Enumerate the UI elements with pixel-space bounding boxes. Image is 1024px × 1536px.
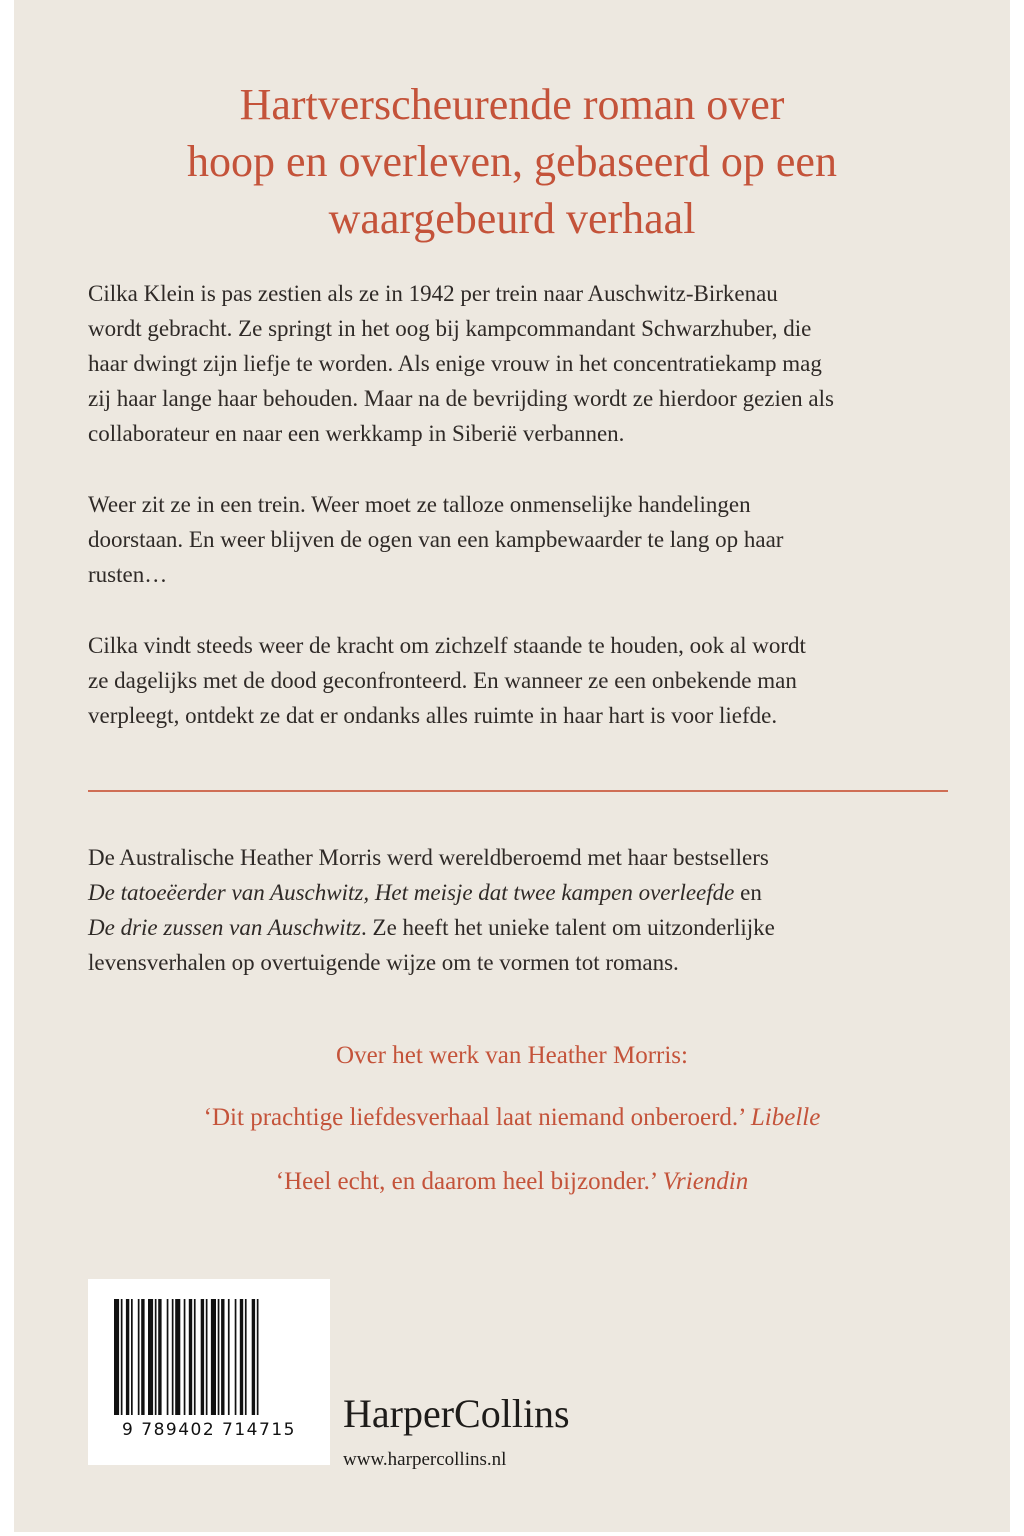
barcode-bar bbox=[121, 1299, 123, 1415]
barcode-bar bbox=[155, 1299, 157, 1415]
text-fragment: . Ze heeft het unieke talent om uitzonderlijke bbox=[361, 915, 775, 940]
barcode-bar bbox=[245, 1299, 247, 1415]
section-divider bbox=[88, 790, 948, 792]
synopsis-paragraph-1 bbox=[88, 276, 968, 451]
headline-line: hoop en overleven, gebaseerd op een bbox=[187, 137, 837, 186]
text-line: haar dwingt zijn liefje te worden. Als enige vrouw in het concentratiekamp mag bbox=[88, 351, 822, 376]
publisher-logo: HarperCollins bbox=[343, 1391, 570, 1436]
barcode-bar bbox=[211, 1299, 216, 1415]
back-cover bbox=[14, 0, 1010, 1532]
text-line: Weer zit ze in een trein. Weer moet ze talloze onmenselijke handelingen bbox=[88, 492, 751, 517]
text-line: collaborateur en naar een werkkamp in Siberië verbannen. bbox=[88, 421, 625, 446]
praise-heading: Over het werk van Heather Morris: bbox=[336, 1042, 688, 1069]
barcode-bar bbox=[141, 1299, 144, 1415]
isbn-number: 9 789402 714715 bbox=[122, 1420, 296, 1440]
synopsis-paragraph-3 bbox=[88, 628, 968, 733]
barcode-bar bbox=[158, 1299, 161, 1415]
quote-source: Vriendin bbox=[662, 1168, 749, 1195]
text-line: wordt gebracht. Ze springt in het oog bij kampcommandant Schwarzhuber, die bbox=[88, 316, 812, 341]
barcode-bar bbox=[114, 1299, 119, 1415]
barcode-bar bbox=[257, 1299, 259, 1415]
conjunction: en bbox=[734, 880, 762, 905]
barcode-bar bbox=[201, 1299, 204, 1415]
barcode-bar bbox=[131, 1299, 133, 1415]
barcode-bar bbox=[240, 1299, 243, 1415]
quote-source: Libelle bbox=[750, 1104, 821, 1131]
headline-line: Hartverscheurende roman over bbox=[239, 80, 785, 129]
barcode-bar bbox=[189, 1299, 192, 1415]
praise-quote bbox=[14, 1168, 1010, 1196]
quote-text: ‘Heel echt, en daarom heel bijzonder.’ bbox=[275, 1168, 657, 1195]
text-line: levensverhalen op overtuigende wijze om te vormen tot romans. bbox=[88, 950, 679, 975]
text-line: Cilka vindt steeds weer de kracht om zichzelf staande te houden, ook al wordt bbox=[88, 633, 806, 658]
barcode-bar bbox=[194, 1299, 196, 1415]
barcode-bar bbox=[218, 1299, 220, 1415]
barcode-bar bbox=[126, 1299, 129, 1415]
text-line: doorstaan. En weer blijven de ogen van een kampbewaarder te lang op haar bbox=[88, 527, 784, 552]
cover-headline bbox=[14, 76, 1010, 247]
book-title: De drie zussen van Auschwitz bbox=[88, 915, 362, 940]
text-line: De Australische Heather Morris werd wereldberoemd met haar bestsellers bbox=[88, 845, 769, 870]
barcode-bars bbox=[114, 1299, 304, 1415]
praise-quote bbox=[14, 1104, 1010, 1132]
barcode-bar bbox=[235, 1299, 237, 1415]
book-title: Het meisje dat twee kampen overleefde bbox=[374, 880, 735, 905]
barcode-bar bbox=[184, 1299, 186, 1415]
barcode-bar bbox=[172, 1299, 174, 1415]
text-line: rusten… bbox=[88, 562, 168, 587]
book-title: De tatoeëerder van Auschwitz bbox=[88, 880, 364, 905]
headline-line: waargebeurd verhaal bbox=[328, 194, 696, 243]
barcode-bar bbox=[206, 1299, 208, 1415]
barcode-bar bbox=[221, 1299, 224, 1415]
text-line: zij haar lange haar behouden. Maar na de bevrijding wordt ze hierdoor gezien als bbox=[88, 386, 834, 411]
text-line: ze dagelijks met de dood geconfronteerd. En wanneer ze een onbekende man bbox=[88, 668, 797, 693]
publisher-website: www.harpercollins.nl bbox=[343, 1449, 507, 1470]
text-line bbox=[88, 875, 968, 910]
text-line: verpleegt, ontdekt ze dat er ondanks alles ruimte in haar hart is voor liefde. bbox=[88, 703, 778, 728]
barcode-bar bbox=[167, 1299, 169, 1415]
title-separator: , bbox=[363, 880, 375, 905]
quote-text: ‘Dit prachtige liefdesverhaal laat niemand onberoerd.’ bbox=[203, 1104, 745, 1131]
barcode-bar bbox=[175, 1299, 180, 1415]
text-line bbox=[88, 910, 968, 945]
author-bio bbox=[88, 840, 968, 980]
barcode-bar bbox=[252, 1299, 255, 1415]
barcode-bar bbox=[148, 1299, 153, 1415]
barcode-bar bbox=[228, 1299, 230, 1415]
barcode bbox=[88, 1279, 330, 1465]
synopsis-paragraph-2 bbox=[88, 487, 968, 592]
barcode-bar bbox=[138, 1299, 140, 1415]
text-line: Cilka Klein is pas zestien als ze in 1942 per trein naar Auschwitz-Birkenau bbox=[88, 281, 778, 306]
